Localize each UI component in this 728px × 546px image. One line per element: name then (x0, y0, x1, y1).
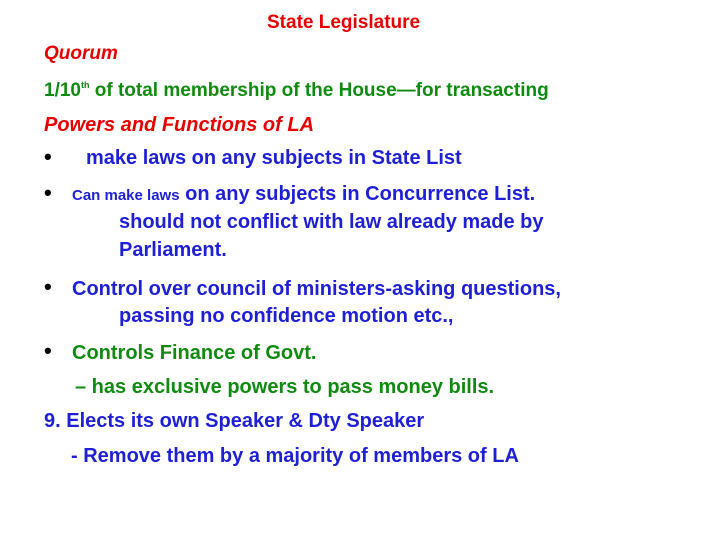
quorum-fraction: 1/10 (44, 80, 81, 101)
bullet-council-cont1: passing no confidence motion etc., (119, 305, 454, 327)
quorum-text (44, 81, 549, 100)
slide-title: State Legislature (267, 12, 421, 33)
bullet-concurrence-text: on any subjects in Concurrence List. (179, 183, 536, 205)
bullet-dot-icon: • (44, 274, 52, 299)
bullet-dot-icon: • (44, 144, 52, 169)
item-speaker: 9. Elects its own Speaker & Dty Speaker (44, 410, 425, 432)
bullet-concurrence-list (72, 184, 535, 204)
quorum-rest: of total membership of the House—for transacting (89, 80, 549, 101)
bullet-state-list: make laws on any subjects in State List (86, 147, 462, 169)
bullet-dot-icon: • (44, 180, 52, 205)
powers-heading: Powers and Functions of LA (44, 114, 315, 136)
bullet-finance-sub: – has exclusive powers to pass money bills. (75, 376, 495, 398)
item-speaker-sub: - Remove them by a majority of members of LA (71, 445, 519, 467)
quorum-heading: Quorum (44, 43, 118, 64)
quorum-superscript: th (80, 80, 90, 90)
bullet-dot-icon: • (44, 338, 52, 363)
bullet-concurrence-prefix: Can make laws (72, 187, 180, 204)
bullet-council-control: Control over council of ministers-asking questions, (72, 278, 561, 300)
bullet-concurrence-cont1: should not conflict with law already made by (119, 211, 544, 233)
bullet-concurrence-cont2: Parliament. (119, 239, 227, 261)
bullet-finance: Controls Finance of Govt. (72, 342, 317, 364)
